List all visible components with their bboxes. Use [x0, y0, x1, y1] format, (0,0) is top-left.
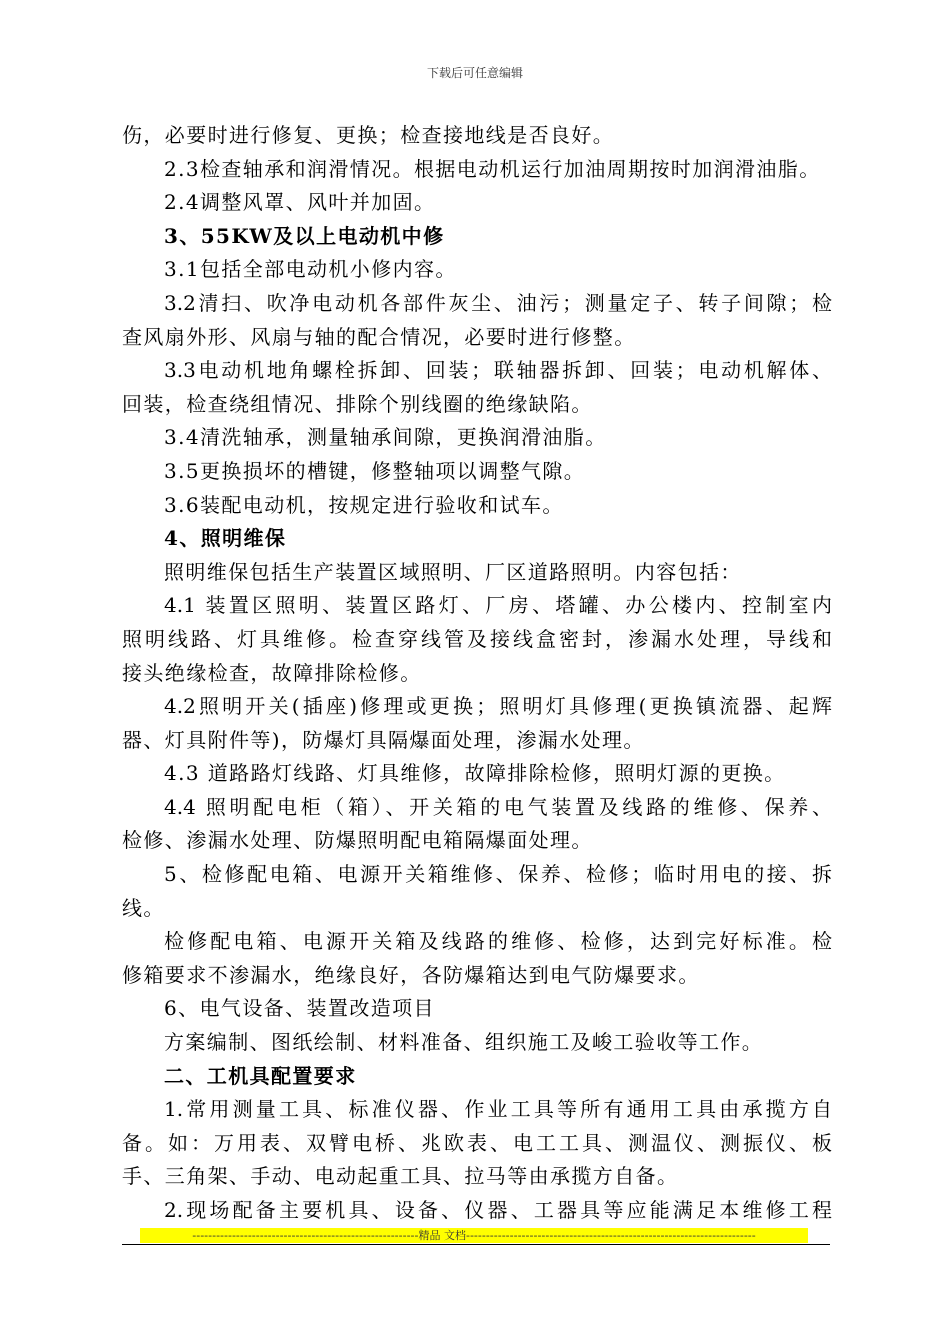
body-line: 手、三角架、手动、电动起重工具、拉马等由承揽方自备。 [122, 1164, 679, 1189]
section-heading: 3、55KW及以上电动机中修 [164, 223, 445, 248]
chapter-heading: 二、工机具配置要求 [164, 1063, 357, 1088]
body-line: 4.3 道路路灯线路、灯具维修，故障排除检修，照明灯源的更换。 [164, 761, 786, 786]
body-line: 6、电气设备、装置改造项目 [164, 996, 435, 1021]
body-line: 2.4调整风罩、风叶并加固。 [164, 190, 436, 215]
body-line: 伤，必要时进行修复、更换；检查接地线是否良好。 [122, 123, 615, 147]
body-line: 照明线路、灯具维修。检查穿线管及接线盒密封，渗漏水处理，导线和 [122, 626, 832, 651]
body-line: 2.3检查轴承和润滑情况。根据电动机运行加油周期按时加润滑油脂。 [164, 156, 821, 181]
body-line: 1.常用测量工具、标准仪器、作业工具等所有通用工具由承揽方自 [164, 1097, 832, 1122]
body-line: 2.现场配备主要机具、设备、仪器、工器具等应能满足本维修工程 [164, 1198, 832, 1222]
body-line: 检修配电箱、电源开关箱及线路的维修、检修，达到完好标准。检 [164, 929, 832, 954]
body-line: 3.4清洗轴承，测量轴承间隙，更换润滑油脂。 [164, 425, 607, 450]
body-line: 3.6装配电动机，按规定进行验收和试车。 [164, 492, 564, 517]
header-note: 下载后可任意编辑 [426, 66, 523, 80]
body-line: 方案编制、图纸绘制、材料准备、组织施工及峻工验收等工作。 [164, 1030, 764, 1055]
body-line: 回装，检查绕组情况、排除个别线圈的绝缘缺陷。 [122, 391, 593, 416]
body-line: 3.5更换损坏的槽键，修整轴项以调整气隙。 [164, 458, 586, 483]
body-line: 备。如：万用表、双臂电桥、兆欧表、电工工具、测温仪、测振仪、板 [122, 1130, 832, 1155]
body-line: 5、检修配电箱、电源开关箱维修、保养、检修；临时用电的接、拆 [164, 862, 832, 887]
body-line: 接头绝缘检查，故障排除检修。 [122, 660, 422, 685]
body-line: 3.3电动机地角螺栓拆卸、回装；联轴器拆卸、回装；电动机解体、 [164, 358, 832, 383]
body-line: 4.4 照明配电柜（箱）、开关箱的电气装置及线路的维修、保养、 [164, 794, 832, 819]
body-line: 查风扇外形、风扇与轴的配合情况，必要时进行修整。 [122, 324, 636, 349]
body-line: 器、灯具附件等)，防爆灯具隔爆面处理，渗漏水处理。 [122, 727, 645, 752]
body-line: 3.1包括全部电动机小修内容。 [164, 257, 457, 282]
body-line: 修箱要求不渗漏水，绝缘良好，各防爆箱达到电气防爆要求。 [122, 962, 700, 987]
body-line: 线。 [122, 895, 165, 920]
section-heading: 4、照明维保 [164, 526, 287, 551]
body-line: 4.1 装置区照明、装置区路灯、厂房、塔罐、办公楼内、控制室内 [164, 593, 832, 618]
body-line: 检修、渗漏水处理、防爆照明配电箱隔爆面处理。 [122, 828, 593, 853]
footer-divider [122, 1244, 830, 1245]
document-body [122, 119, 832, 1228]
body-line: 照明维保包括生产装置区域照明、厂区道路照明。内容包括： [164, 559, 742, 584]
body-line: 4.2照明开关(插座)修理或更换；照明灯具修理(更换镇流器、起辉 [164, 694, 832, 719]
footer-watermark-bar: ---------------------------------------------------------精品 文档------------------------------------------------------------------------- [140, 1228, 808, 1243]
body-line: 3.2清扫、吹净电动机各部件灰尘、油污；测量定子、转子间隙；检 [164, 290, 832, 315]
